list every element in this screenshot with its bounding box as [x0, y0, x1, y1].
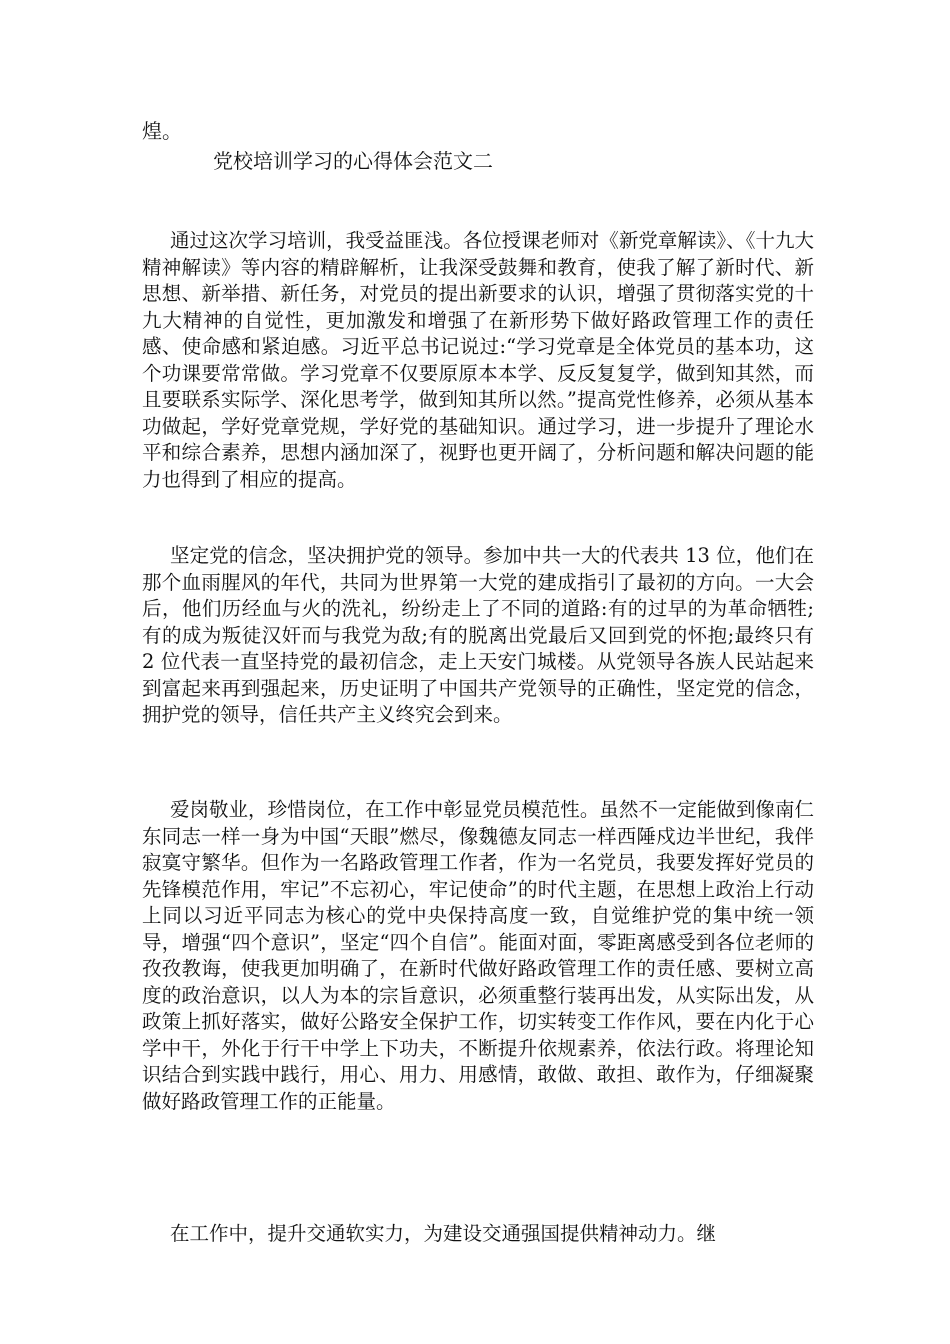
- leading-text-fragment: 煌。: [142, 119, 182, 143]
- section-title: 党校培训学习的心得体会范文二: [213, 149, 493, 173]
- body-paragraph-1: 通过这次学习培训，我受益匪浅。各位授课老师对《新党章解读》、《十九大精神解读》等内容的精辟解析，让我深受鼓舞和教育，使我了解了新时代、新思想、新举措、新任务，对党员的提出新要求的认识，增强了贯彻落实党的十九大精神的自觉性，更加激发和增强了在新形势下做好路政管理工作的责任感、使命感和紧迫感。习近平总书记说过:“学习党章是全体党员的基本功，这个功课要常常做。学习党章不仅要原原本本学、反反复复学，做到知其然，而且要联系实际学、深化思考学，做到知其所以然。”提高党性修养，必须从基本功做起，学好党章党规，学好党的基础知识。通过学习，进一步提升了理论水平和综合素养，思想内涵加深了，视野也更开阔了，分析问题和解决问题的能力也得到了相应的提高。: [142, 229, 814, 491]
- body-paragraph-2: 坚定党的信念，坚决拥护党的领导。参加中共一大的代表共 13 位，他们在那个血雨腥风的年代，共同为世界第一大党的建成指引了最初的方向。一大会后，他们历经血与火的洗礼，纷纷走上了不同的道路:有的过早的为革命牺牲;有的成为叛徒汉奸而与我党为敌;有的脱离出党最后又回到党的怀抱;最终只有 2 位代表一直坚持党的最初信念，走上天安门城楼。从党领导各族人民站起来到富起来再到强起来，历史证明了中国共产党领导的正确性，坚定党的信念，拥护党的领导，信任共产主义终究会到来。: [142, 544, 814, 726]
- body-paragraph-3: 爱岗敬业，珍惜岗位，在工作中彰显党员模范性。虽然不一定能做到像南仁东同志一样一身为中国“天眼”燃尽，像魏德友同志一样西陲戍边半世纪，我伴寂寞守繁华。但作为一名路政管理工作者，作为一名党员，我要发挥好党员的先锋模范作用，牢记”不忘初心，牢记使命”的时代主题，在思想上政治上行动上同以习近平同志为核心的党中央保持高度一致，自觉维护党的集中统一领导，增强“四个意识”，坚定“四个自信”。能面对面，零距离感受到各位老师的孜孜教诲，使我更加明确了，在新时代做好路政管理工作的责任感、要树立高度的政治意识，以人为本的宗旨意识，必须重整行装再出发，从实际出发，从政策上抓好落实，做好公路安全保护工作，切实转变工作作风，要在内化于心学中干，外化于行干中学上下功夫，不断提升依规素养，依法行政。将理论知识结合到实践中践行，用心、用力、用感情，敢做、敢担、敢作为，仔细凝聚做好路政管理工作的正能量。: [142, 798, 814, 1113]
- body-paragraph-4: 在工作中，提升交通软实力，为建设交通强国提供精神动力。继: [170, 1222, 717, 1245]
